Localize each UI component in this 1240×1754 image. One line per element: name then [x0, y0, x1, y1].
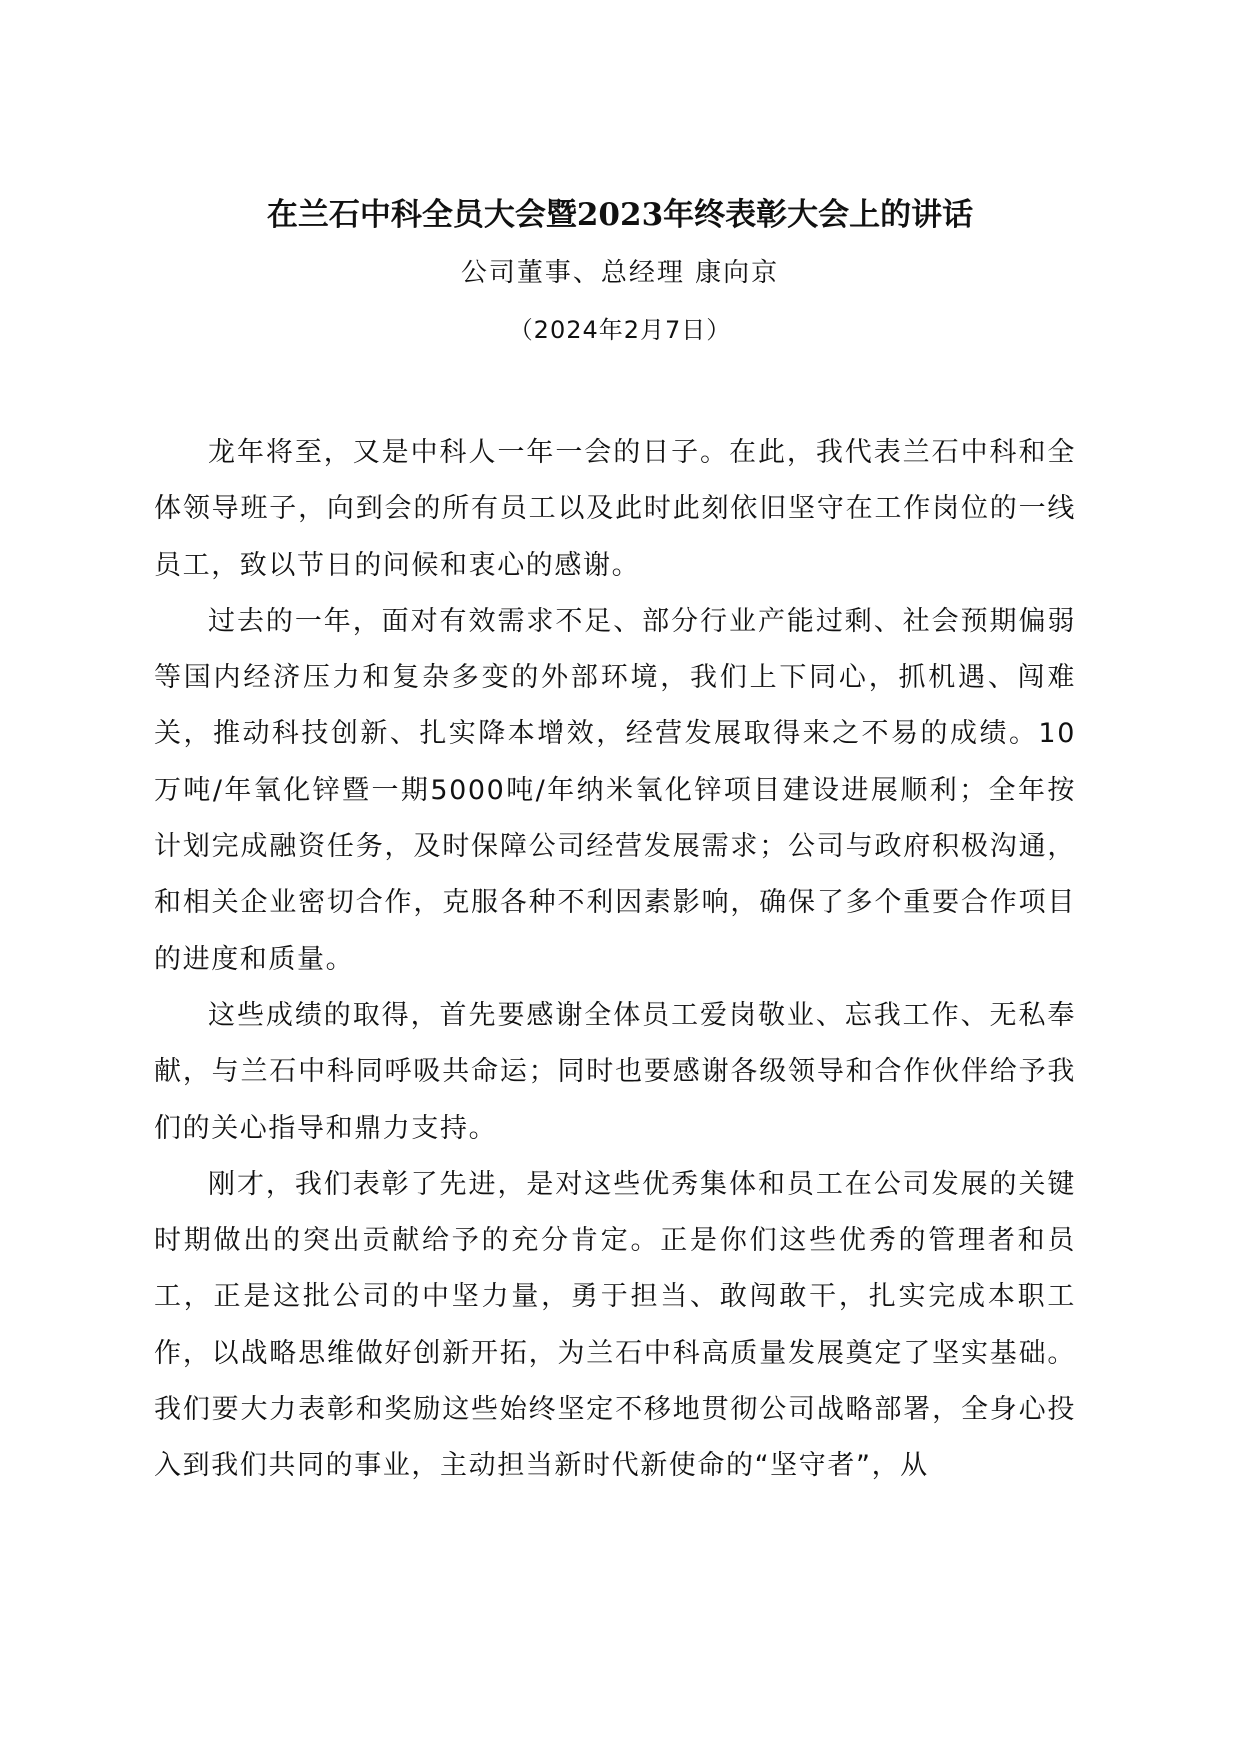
paragraph: 过去的一年，面对有效需求不足、部分行业产能过剩、社会预期偏弱等国内经济压力和复杂多变的外部环境，我们上下同心，抓机遇、闯难关，推动科技创新、扎实降本增效，经营发展取得来之不易的成绩。10万吨/年氧化锌暨一期5000吨/年纳米氧化锌项目建设进展顺利；全年按计划完成融资任务，及时保障公司经营发展需求；公司与政府积极沟通，和相关企业密切合作，克服各种不利因素影响，确保了多个重要合作项目的进度和质量。 [154, 605, 1076, 975]
paragraph: 刚才，我们表彰了先进，是对这些优秀集体和员工在公司发展的关键时期做出的突出贡献给予的充分肯定。正是你们这些优秀的管理者和员工，正是这批公司的中坚力量，勇于担当、敢闯敢干，扎实完成本职工作，以战略思维做好创新开拓，为兰石中科高质量发展奠定了坚实基础。我们要大力表彰和奖励这些始终坚定不移地贯彻公司战略部署，全身心投入到我们共同的事业，主动担当新时代新使命的“坚守者”，从 [154, 1168, 1076, 1482]
document-title: 在兰石中科全员大会暨2023年终表彰大会上的讲话 [266, 197, 974, 233]
document-date: （2024年2月7日） [508, 316, 732, 344]
paragraph: 这些成绩的取得，首先要感谢全体员工爱岗敬业、忘我工作、无私奉献，与兰石中科同呼吸共命运；同时也要感谢各级领导和合作伙伴给予我们的关心指导和鼎力支持。 [154, 999, 1076, 1144]
document-author: 公司董事、总经理 康向京 [460, 258, 780, 288]
document-body [154, 425, 1076, 1495]
paragraph: 龙年将至，又是中科人一年一会的日子。在此，我代表兰石中科和全体领导班子，向到会的所有员工以及此时此刻依旧坚守在工作岗位的一线员工，致以节日的问候和衷心的感谢。 [154, 437, 1076, 581]
